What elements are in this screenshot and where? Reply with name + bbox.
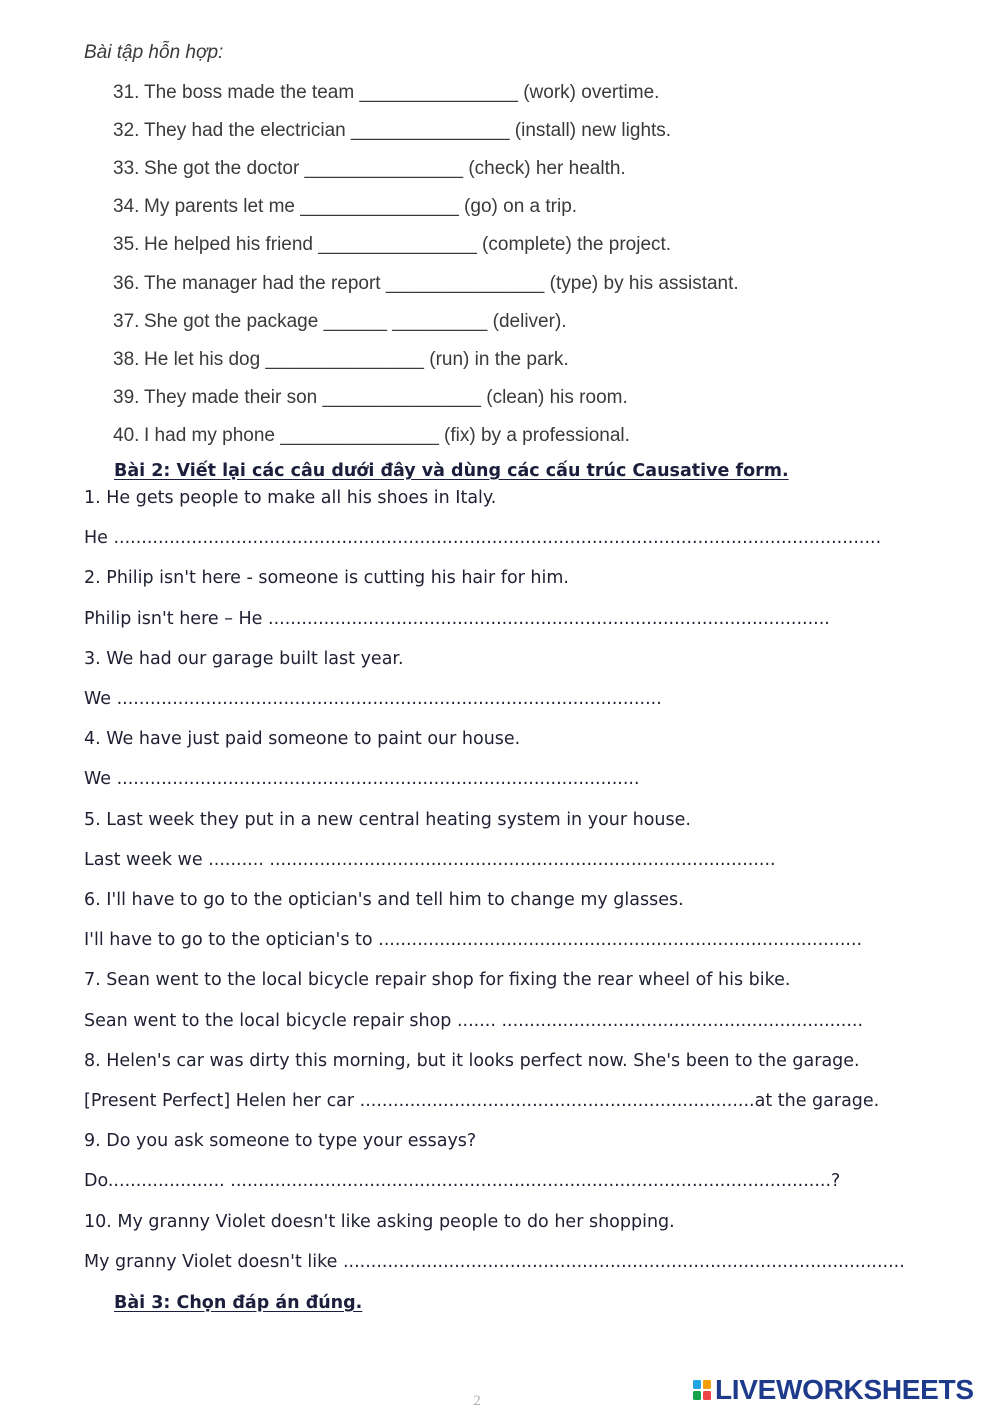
mixed-item-32 — [113, 120, 671, 142]
answer-line-9: Do..................... ............................................................................................................? — [84, 1171, 841, 1191]
mixed-item-37 — [113, 311, 567, 333]
mixed-item-33 — [113, 158, 626, 180]
item-text: The boss made the team _______________ (work) overtime. — [144, 82, 660, 103]
mixed-item-40 — [113, 425, 630, 447]
question-5: 5. Last week they put in a new central heating system in your house. — [84, 810, 691, 830]
question-9: 9. Do you ask someone to type your essays? — [84, 1131, 477, 1151]
exercise-3-heading: Bài 3: Chọn đáp án đúng. — [114, 1293, 363, 1313]
item-number: 34. — [113, 196, 140, 217]
item-text: They made their son _______________ (clean) his room. — [144, 387, 628, 408]
item-text: She got the package ______ _________ (deliver). — [144, 311, 567, 332]
question-6: 6. I'll have to go to the optician's and tell him to change my glasses. — [84, 890, 684, 910]
exercise-2-heading: Bài 2: Viết lại các câu dưới đây và dùng các cấu trúc Causative form. — [114, 461, 789, 481]
item-text: They had the electrician _______________ (install) new lights. — [144, 120, 672, 141]
answer-line-3: We .................................................................................................. — [84, 689, 662, 709]
mixed-item-38 — [113, 349, 569, 371]
item-number: 31. — [113, 82, 140, 103]
mixed-item-31 — [113, 82, 659, 104]
item-number: 38. — [113, 349, 140, 370]
question-3: 3. We had our garage built last year. — [84, 649, 404, 669]
mixed-item-35 — [113, 234, 671, 256]
liveworksheets-logo-icon — [692, 1379, 712, 1401]
liveworksheets-logo — [692, 1375, 974, 1405]
answer-line-7: Sean went to the local bicycle repair shop ....... ................................................................. — [84, 1011, 864, 1031]
answer-line-1: He .......................................................................................................................................... — [84, 528, 882, 548]
item-number: 33. — [113, 158, 140, 179]
question-2: 2. Philip isn't here - someone is cutting his hair for him. — [84, 568, 569, 588]
answer-line-6: I'll have to go to the optician's to ....................................................................................... — [84, 930, 863, 950]
answer-line-8: [Present Perfect] Helen her car .......................................................................at the garage. — [84, 1091, 880, 1111]
mixed-item-39 — [113, 387, 628, 409]
question-10: 10. My granny Violet doesn't like asking people to do her shopping. — [84, 1212, 675, 1232]
question-1: 1. He gets people to make all his shoes in Italy. — [84, 488, 497, 508]
question-7: 7. Sean went to the local bicycle repair shop for fixing the rear wheel of his bike. — [84, 970, 791, 990]
item-text: My parents let me _______________ (go) on a trip. — [144, 196, 578, 217]
item-number: 37. — [113, 311, 140, 332]
item-text: The manager had the report _______________ (type) by his assistant. — [144, 273, 739, 294]
question-8: 8. Helen's car was dirty this morning, but it looks perfect now. She's been to the garage. — [84, 1051, 860, 1071]
answer-line-2: Philip isn't here – He ..................................................................................................... — [84, 609, 830, 629]
item-number: 35. — [113, 234, 140, 255]
item-number: 39. — [113, 387, 140, 408]
item-text: I had my phone _______________ (fix) by a professional. — [144, 425, 630, 446]
page-number: 2 — [473, 1393, 481, 1409]
item-text: He helped his friend _______________ (complete) the project. — [144, 234, 672, 255]
item-text: He let his dog _______________ (run) in the park. — [144, 349, 569, 370]
item-number: 36. — [113, 273, 140, 294]
question-4: 4. We have just paid someone to paint our house. — [84, 729, 521, 749]
item-number: 40. — [113, 425, 140, 446]
mixed-item-36 — [113, 273, 739, 295]
mixed-exercise-title: Bài tập hỗn hợp: — [84, 42, 224, 63]
answer-line-4: We .............................................................................................. — [84, 769, 640, 789]
item-number: 32. — [113, 120, 140, 141]
mixed-item-34 — [113, 196, 577, 218]
item-text: She got the doctor _______________ (check) her health. — [144, 158, 626, 179]
answer-line-5: Last week we .......... ........................................................................................... — [84, 850, 776, 870]
brand-name: LIVEWORKSHEETS — [715, 1374, 974, 1405]
answer-line-10: My granny Violet doesn't like ..................................................................................................... — [84, 1252, 905, 1272]
